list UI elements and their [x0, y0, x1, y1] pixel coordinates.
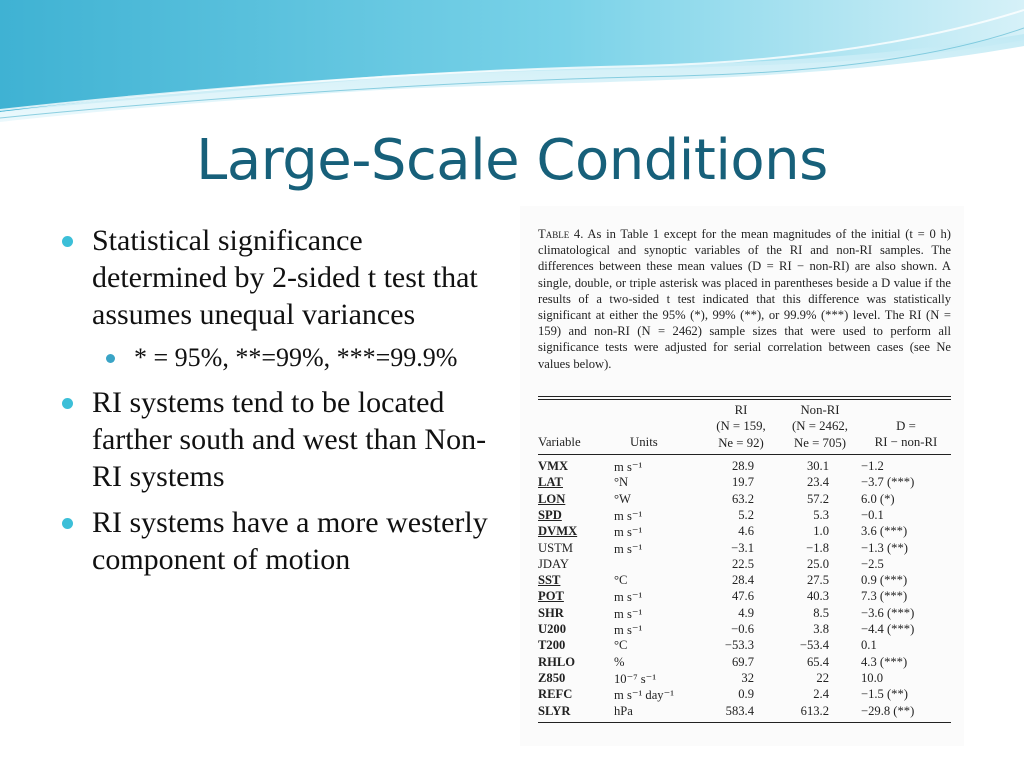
cell-variable: REFC — [538, 687, 573, 702]
sub-bullet-item — [62, 342, 502, 374]
cell-variable: T200 — [538, 638, 566, 653]
cell-difference: −3.6 (***) — [861, 605, 915, 620]
table-row — [538, 704, 951, 720]
cell-nonri: 1.0 — [813, 524, 829, 539]
cell-variable: SST — [538, 573, 561, 588]
cell-units: m s⁻¹ — [614, 460, 643, 474]
table-bottom-rule — [538, 722, 951, 723]
table-row — [538, 459, 951, 475]
cell-units: m s⁻¹ — [614, 508, 643, 523]
slide-title: Large-Scale Conditions — [196, 128, 828, 193]
cell-nonri: 2.4 — [813, 687, 829, 702]
cell-difference: −1.2 — [861, 459, 884, 473]
table-row — [538, 541, 951, 557]
cell-nonri: 30.1 — [806, 459, 829, 473]
cell-difference: −2.5 — [861, 556, 884, 571]
cell-ri: −53.3 — [724, 638, 754, 653]
cell-units: m s⁻¹ — [614, 623, 643, 637]
cell-nonri: 5.3 — [813, 507, 829, 522]
cell-nonri: −53.4 — [799, 638, 829, 653]
cell-variable: USTM — [538, 540, 573, 555]
cell-nonri: 23.4 — [806, 475, 829, 490]
table-row — [538, 492, 951, 508]
bullet-text: RI systems have a more westerly component of motion — [92, 506, 488, 576]
table-row — [538, 687, 951, 703]
cell-nonri: 57.2 — [806, 491, 829, 506]
cell-nonri: 8.5 — [813, 605, 829, 620]
cell-ri: 69.7 — [731, 654, 754, 669]
cell-difference: 3.6 (***) — [861, 524, 908, 539]
cell-ri: 47.6 — [731, 589, 754, 604]
cell-difference: 4.3 (***) — [861, 654, 908, 669]
cell-variable: VMX — [538, 459, 569, 473]
cell-nonri: 613.2 — [800, 703, 829, 718]
cell-ri: 583.4 — [725, 703, 754, 718]
cell-variable: DVMX — [538, 524, 578, 539]
cell-nonri: 40.3 — [806, 589, 829, 604]
cell-nonri: 27.5 — [806, 573, 829, 588]
cell-difference: −1.3 (**) — [861, 540, 908, 555]
table-row — [538, 671, 951, 687]
table-row — [538, 508, 951, 524]
table-caption — [538, 226, 951, 372]
bullet-list — [62, 222, 502, 587]
cell-units: hPa — [614, 703, 633, 718]
column-header-d: D = RI − non-RI — [874, 419, 938, 450]
cell-units: m s⁻¹ day⁻¹ — [614, 688, 675, 703]
cell-nonri: 22 — [816, 670, 829, 685]
cell-difference: −4.4 (***) — [861, 622, 915, 636]
cell-ri: 28.4 — [731, 573, 754, 588]
cell-ri: 32 — [741, 670, 754, 685]
table-row — [538, 524, 951, 540]
cell-variable: LAT — [538, 475, 563, 490]
bullet-dot-icon — [62, 398, 73, 409]
cell-variable: JDAY — [538, 556, 570, 571]
cell-difference: 7.3 (***) — [861, 589, 908, 604]
cell-ri: 4.6 — [738, 524, 754, 539]
cell-ri: 5.2 — [738, 507, 754, 522]
cell-ri: 4.9 — [738, 605, 754, 620]
cell-units: °C — [614, 573, 628, 588]
table-row — [538, 606, 951, 622]
table-top-rule — [538, 396, 951, 397]
table-row — [538, 655, 951, 671]
table-caption-label: Table 4. — [538, 227, 584, 241]
table-row — [538, 475, 951, 491]
table-row — [538, 557, 951, 573]
cell-difference: −29.8 (**) — [861, 703, 915, 718]
cell-ri: 63.2 — [731, 491, 754, 506]
table-row — [538, 622, 951, 638]
cell-units: m s⁻¹ — [614, 590, 643, 605]
cell-units: m s⁻¹ — [614, 541, 643, 556]
cell-variable: U200 — [538, 622, 566, 636]
cell-variable: Z850 — [538, 670, 566, 685]
cell-units: °N — [614, 475, 629, 490]
bullet-text: Statistical significance determined by 2-sided t test that assumes unequal variances — [92, 224, 478, 331]
sub-bullet-text: * = 95%, **=99%, ***=99.9% — [134, 343, 458, 372]
bullet-dot-icon — [106, 354, 115, 363]
cell-ri: −0.6 — [731, 622, 754, 636]
cell-ri: 28.9 — [731, 459, 754, 473]
bullet-item — [62, 222, 502, 333]
cell-units: 10⁻⁷ s⁻¹ — [614, 671, 657, 686]
table-image — [520, 206, 964, 746]
cell-variable: RHLO — [538, 654, 576, 669]
column-header-variable: Variable — [538, 435, 581, 449]
cell-units: m s⁻¹ — [614, 606, 643, 621]
header-wave-decoration — [0, 0, 1024, 130]
cell-units: °C — [614, 638, 628, 653]
cell-ri: 19.7 — [731, 475, 754, 490]
bullet-item — [62, 384, 502, 495]
bullet-dot-icon — [62, 518, 73, 529]
cell-units: °W — [614, 491, 631, 506]
cell-variable: POT — [538, 589, 564, 604]
cell-difference: 10.0 — [861, 670, 884, 685]
cell-nonri: 25.0 — [806, 556, 829, 571]
column-header-units: Units — [630, 435, 658, 449]
cell-nonri: 3.8 — [813, 622, 829, 636]
cell-variable: SPD — [538, 507, 562, 522]
table-header-rule — [538, 454, 951, 455]
cell-variable: LON — [538, 491, 566, 506]
cell-ri: 22.5 — [731, 556, 754, 571]
cell-variable: SHR — [538, 605, 564, 620]
bullet-item — [62, 504, 502, 578]
cell-nonri: −1.8 — [806, 540, 829, 555]
cell-variable: SLYR — [538, 703, 571, 718]
column-header-ri: RI (N = 159, Ne = 92) — [716, 403, 766, 450]
column-header-nonri: Non-RI (N = 2462, Ne = 705) — [792, 403, 848, 450]
cell-difference: 6.0 (*) — [861, 491, 895, 506]
table-row — [538, 589, 951, 605]
cell-difference: −1.5 (**) — [861, 687, 908, 702]
cell-units: % — [614, 654, 625, 669]
table-caption-text: As in Table 1 except for the mean magnitudes of the initial (t = 0 h) climatological and synoptic variables of the RI and non-RI samples. The differences between these mean values (D = RI − non-RI) are also shown. A single, double, or triple asterisk was placed in parentheses beside a D value if the results of a two-sided t test indicated that this difference was statistically significant at either the 95% (*), 99% (**), or 99.9% (***) level. The RI (N = 159) and non-RI (N = 2462) sample sizes that were used to perform all significance tests were adjusted for serial correlation between cases (see Ne values below). — [538, 227, 951, 371]
table-row — [538, 638, 951, 654]
bullet-dot-icon — [62, 236, 73, 247]
cell-units: m s⁻¹ — [614, 525, 643, 540]
bullet-text: RI systems tend to be located farther south and west than Non-RI systems — [92, 386, 487, 493]
table-row — [538, 573, 951, 589]
cell-difference: 0.1 — [861, 638, 877, 653]
cell-difference: 0.9 (***) — [861, 573, 908, 588]
cell-ri: −3.1 — [731, 540, 754, 555]
cell-nonri: 65.4 — [806, 654, 829, 669]
cell-difference: −0.1 — [861, 507, 884, 522]
table-top-rule — [538, 399, 951, 400]
cell-ri: 0.9 — [738, 687, 754, 702]
cell-difference: −3.7 (***) — [861, 475, 915, 490]
